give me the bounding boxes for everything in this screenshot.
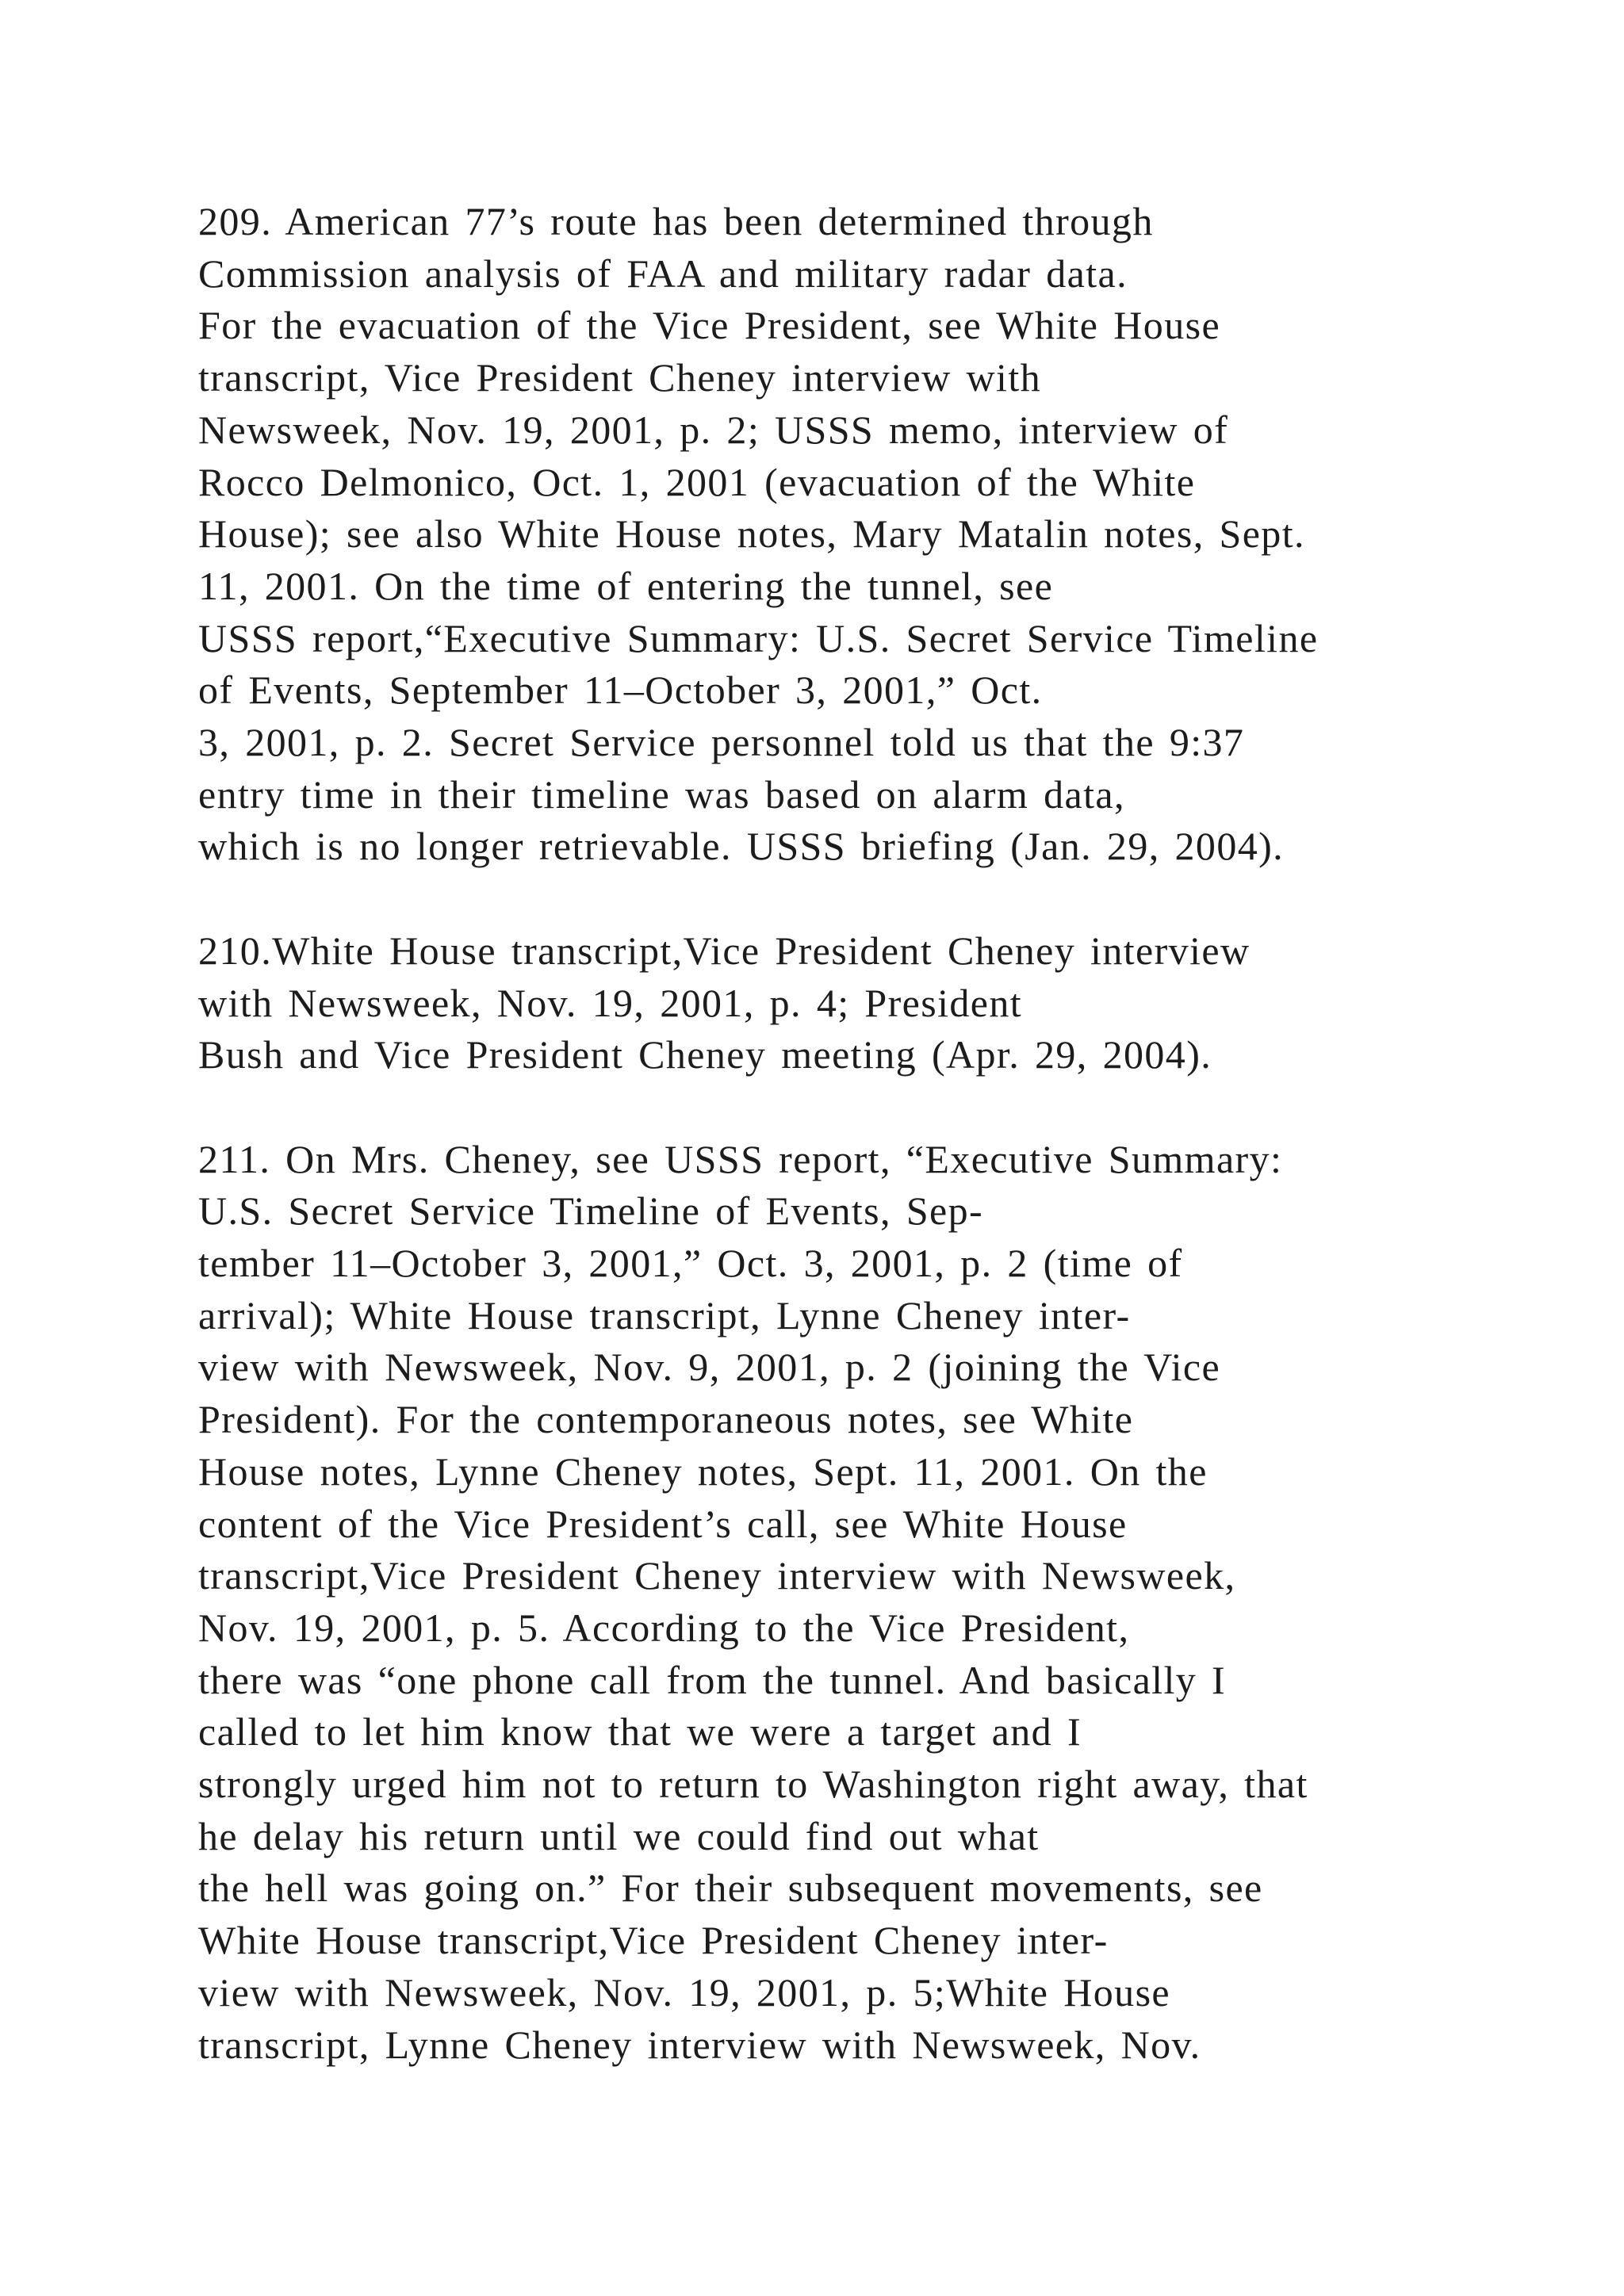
- endnote-210: [198, 925, 1546, 1081]
- note-line: 211. On Mrs. Cheney, see USSS report, “Executive Summary:: [198, 1136, 1283, 1181]
- note-line: with Newsweek, Nov. 19, 2001, p. 4; President: [198, 980, 1023, 1025]
- note-line: Newsweek, Nov. 19, 2001, p. 2; USSS memo, interview of: [198, 407, 1229, 452]
- note-line: U.S. Secret Service Timeline of Events, Sep-: [198, 1188, 984, 1234]
- note-line: transcript, Lynne Cheney interview with Newsweek, Nov.: [198, 2022, 1201, 2067]
- note-line: view with Newsweek, Nov. 9, 2001, p. 2 (joining the Vice: [198, 1345, 1221, 1390]
- note-line: 11, 2001. On the time of entering the tunnel, see: [198, 563, 1054, 608]
- note-line: which is no longer retrievable. USSS briefing (Jan. 29, 2004).: [198, 824, 1285, 869]
- note-line: tember 11–October 3, 2001,” Oct. 3, 2001, p. 2 (time of: [198, 1241, 1183, 1286]
- note-line: Bush and Vice President Cheney meeting (Apr. 29, 2004).: [198, 1032, 1212, 1077]
- note-line: of Events, September 11–October 3, 2001,” Oct.: [198, 668, 1043, 713]
- note-line: 209. American 77’s route has been determined through: [198, 199, 1154, 243]
- endnote-209: [198, 196, 1546, 873]
- note-line: House notes, Lynne Cheney notes, Sept. 11, 2001. On the: [198, 1448, 1208, 1494]
- note-line: Rocco Delmonico, Oct. 1, 2001 (evacuation of the White: [198, 459, 1196, 504]
- note-line: President). For the contemporaneous notes, see White: [198, 1397, 1134, 1442]
- note-line: Nov. 19, 2001, p. 5. According to the Vice President,: [198, 1605, 1130, 1650]
- note-line: 210.White House transcript,Vice President Cheney interview: [198, 928, 1251, 973]
- note-line: the hell was going on.” For their subsequent movements, see: [198, 1866, 1263, 1911]
- endnotes-body: [198, 196, 1546, 2071]
- note-line: USSS report,“Executive Summary: U.S. Secret Service Timeline: [198, 615, 1319, 660]
- note-line: view with Newsweek, Nov. 19, 2001, p. 5;White House: [198, 1969, 1171, 2015]
- note-line: House); see also White House notes, Mary Matalin notes, Sept.: [198, 511, 1305, 557]
- note-line: Commission analysis of FAA and military radar data.: [198, 251, 1128, 296]
- note-line: strongly urged him not to return to Washington right away, that: [198, 1762, 1308, 1807]
- endnote-211: [198, 1134, 1546, 2072]
- note-line: transcript,Vice President Cheney interview with Newsweek,: [198, 1553, 1236, 1598]
- note-line: there was “one phone call from the tunnel. And basically I: [198, 1657, 1227, 1702]
- note-line: arrival); White House transcript, Lynne Cheney inter-: [198, 1292, 1131, 1337]
- note-line: White House transcript,Vice President Cheney inter-: [198, 1918, 1109, 1963]
- note-line: For the evacuation of the Vice President, see White House: [198, 303, 1221, 348]
- note-line: entry time in their timeline was based on alarm data,: [198, 771, 1125, 817]
- note-line: transcript, Vice President Cheney interview with: [198, 355, 1042, 400]
- note-line: 3, 2001, p. 2. Secret Service personnel told us that the 9:37: [198, 720, 1245, 765]
- note-line: called to let him know that we were a target and I: [198, 1709, 1082, 1755]
- note-line: content of the Vice President’s call, see White House: [198, 1501, 1128, 1546]
- note-line: he delay his return until we could find out what: [198, 1813, 1040, 1858]
